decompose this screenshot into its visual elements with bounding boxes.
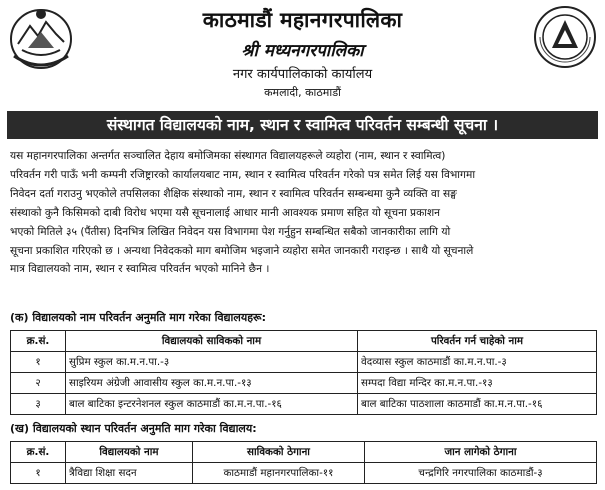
table-row [11, 373, 597, 394]
col-header-old-name: विद्यालयको साविकको नाम [66, 331, 358, 352]
org-name-stylized: श्री मध्यनगरपालिका [241, 41, 364, 61]
cell-sn: २ [11, 373, 66, 394]
cell-old-name: बाल बाटिका इन्टरनेशनल स्कुल काठमाडौं का.म.न.पा.-१६ [66, 394, 358, 415]
kmc-logo-icon [532, 4, 598, 70]
col-header-old-address: साविकको ठेगाना [193, 442, 365, 463]
notice-header [0, 0, 605, 106]
cell-sn: १ [11, 463, 66, 484]
table-row [11, 394, 597, 415]
location-change-table [10, 441, 597, 484]
table-header-row [11, 442, 597, 463]
office-name: नगर कार्यपालिकाको कार्यालय [232, 67, 373, 82]
cell-new-address: चन्द्रगिरि नगरपालिका काठमाडौं-३ [365, 463, 597, 484]
cell-new-name: वेदव्यास स्कुल काठमाडौं का.म.न.पा.-३ [358, 352, 597, 373]
cell-sn: १ [11, 352, 66, 373]
col-header-sn: क्र.सं. [11, 331, 66, 352]
cell-old-name: साइरियम अंग्रेजी आवासीय स्कुल का.म.न.पा.-१३ [66, 373, 358, 394]
table-row [11, 352, 597, 373]
name-change-table [10, 330, 597, 415]
table-header-row [11, 331, 597, 352]
notice-line: परिवर्तन गरी पाऊँ भनी कम्पनी रजिष्ट्रारको कार्यालयबाट नाम, स्थान र स्वामित्व परिवर्तन गरेको पत्र समेत लिई यस विभागमा [10, 168, 476, 181]
table-row [11, 463, 597, 484]
col-header-new-name: परिवर्तन गर्न चाहेको नाम [358, 331, 597, 352]
section-b-title: (ख) विद्यालयको स्थान परिवर्तन अनुमति माग गरेका विद्यालय: [10, 422, 257, 435]
cell-old-name: सुप्रिम स्कुल का.म.न.पा.-३ [66, 352, 358, 373]
notice-banner-title: संस्थागत विद्यालयको नाम, स्थान र स्वामित्व परिवर्तन सम्बन्धी सूचना । [7, 111, 598, 139]
section-a-title: (क) विद्यालयको नाम परिवर्तन अनुमति माग गरेका विद्यालयहरू: [10, 311, 266, 324]
notice-line: मात्र विद्यालयको नाम, स्थान र स्वामित्व परिवर्तन भएको मानिने छैन । [10, 263, 270, 276]
notice-line: भएको मितिले ३५ (पैंतीस) दिनभित्र लिखित निवेदन यस विभागमा पेश गर्नुहुन सम्बन्धित सबैको जानकारीका लागि यो [10, 225, 451, 238]
notice-line: निवेदन दर्ता गराउनु भएकोले तपसिलका शैक्षिक संस्थाको नाम, स्थान र स्वामित्व परिवर्तन सम्बन्धमा कुनै व्यक्ति वा सङ्घ [10, 187, 457, 200]
office-address: कमलादी, काठमाडौं [264, 86, 341, 99]
cell-school-name: त्रैविद्या शिक्षा सदन [66, 463, 193, 484]
col-header-school-name: विद्यालयको नाम [66, 442, 193, 463]
notice-line: यस महानगरपालिका अन्तर्गत सञ्चालित देहाय बमोजिमका संस्थागत विद्यालयहरूले व्यहोरा (नाम, स्थान र स्वामित्व) [10, 150, 446, 162]
notice-line: संस्थाको कुनै किसिमको दाबी विरोध भएमा यसै सूचनालाई आधार मानी आवश्यक प्रमाण सहित यो सूचना प्रकाशन [10, 206, 441, 219]
col-header-sn: क्र.सं. [11, 442, 66, 463]
notice-line: सूचना प्रकाशित गरिएको छ । अन्यथा निवेदकको माग बमोजिम भइजाने व्यहोरा समेत जानकारी गराइन्छ । साथै यो सूचनाले [10, 244, 474, 257]
org-name: काठमाडौं महानगरपालिका [202, 8, 403, 32]
notice-body [10, 147, 597, 279]
cell-old-address: काठमाडौं महानगरपालिका-११ [193, 463, 365, 484]
cell-sn: ३ [11, 394, 66, 415]
cell-new-name: बाल बाटिका पाठशाला काठमाडौं का.म.न.पा.-१६ [358, 394, 597, 415]
cell-new-name: सम्पदा विद्या मन्दिर का.म.न.पा.-१३ [358, 373, 597, 394]
col-header-new-address: जान लागेको ठेगाना [365, 442, 597, 463]
